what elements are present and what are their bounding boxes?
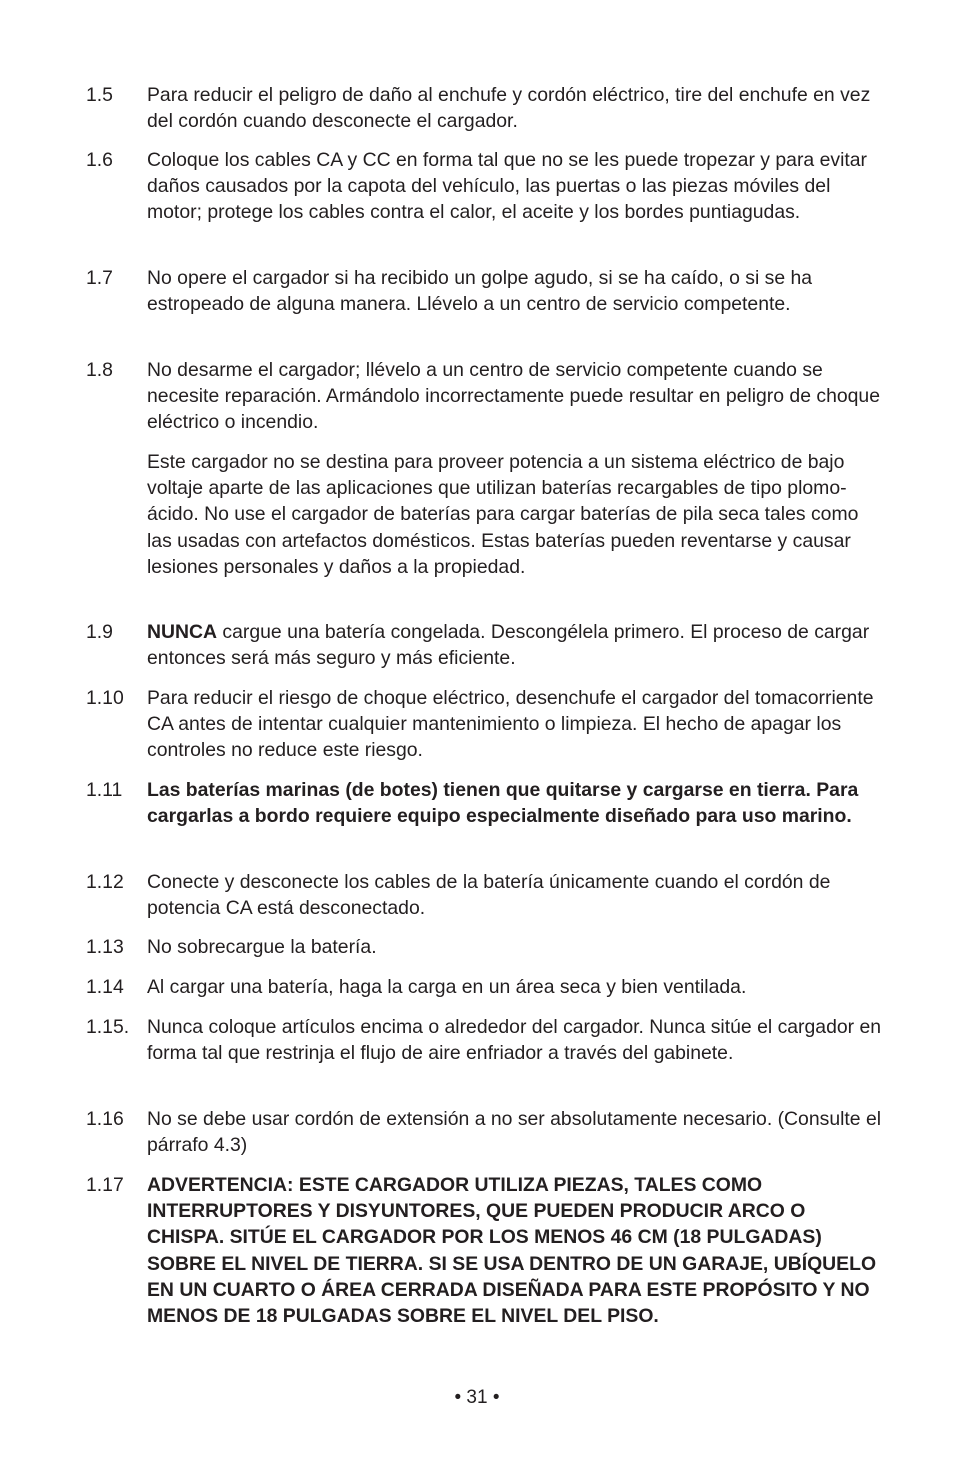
item-text: Coloque los cables CA y CC en forma tal que no se les puede tropezar y para evitar daños causados por la capota del vehículo, las puertas o las piezas móviles del motor; protege los cables contra el calor, el aceite y los bordes puntiagudas. xyxy=(147,149,867,224)
list-item-1-12 xyxy=(86,869,886,921)
list-item-1-17 xyxy=(86,1172,886,1329)
item-number: 1.14 xyxy=(86,976,124,998)
item-text: Para reducir el peligro de daño al enchufe y cordón eléctrico, tire del enchufe en vez del cordón cuando desconecte el cargador. xyxy=(147,84,871,133)
item-bold-text: NUNCA xyxy=(147,621,218,643)
item-number: 1.17 xyxy=(86,1174,124,1196)
item-bold-text: ADVERTENCIA: ESTE CARGADOR UTILIZA PIEZAS, TALES COMO INTERRUPTORES Y DISYUNTORES, QUE PUEDEN PRODUCIR ARCO O CHISPA. SITÚE EL CARGADOR POR LOS MENOS 46 CM (18 PULGADAS) SOBRE EL NIVEL DE TIERRA. SI SE USA DENTRO DE UN GARAJE, UBÍQUELO EN UN CUARTO O ÁREA CERRADA DISEÑADA PARA ESTE PROPÓSITO Y NO MENOS DE 18 PULGADAS SOBRE EL NIVEL DEL PISO. xyxy=(147,1174,877,1328)
list-item-1-6 xyxy=(86,147,886,226)
item-text: No opere el cargador si ha recibido un golpe agudo, si se ha caído, o si se ha estropeado de alguna manera. Llévelo a un centro de servicio competente. xyxy=(147,267,813,316)
item-number: 1.5 xyxy=(86,84,113,106)
list-item-1-16 xyxy=(86,1106,886,1158)
list-item-1-11 xyxy=(86,777,886,829)
list-item-1-13 xyxy=(86,934,886,960)
item-number: 1.8 xyxy=(86,359,113,381)
item-text xyxy=(147,619,886,671)
item-text: No desarme el cargador; llévelo a un centro de servicio competente cuando se necesite reparación. Armándolo incorrectamente puede resultar en peligro de choque eléctrico o incendio. xyxy=(147,359,880,434)
item-number: 1.11 xyxy=(86,779,123,801)
item-text: Al cargar una batería, haga la carga en un área seca y bien ventilada. xyxy=(147,976,747,998)
item-number: 1.16 xyxy=(86,1108,124,1130)
item-text: Nunca coloque artículos encima o alrededor del cargador. Nunca sitúe el cargador en forma tal que restrinja el flujo de aire enfriador a través del gabinete. xyxy=(147,1016,882,1065)
item-text: No sobrecargue la batería. xyxy=(147,936,377,958)
list-item-1-5 xyxy=(86,82,886,134)
list-item-1-10 xyxy=(86,685,886,764)
item-text: Conecte y desconecte los cables de la batería únicamente cuando el cordón de potencia CA está desconectado. xyxy=(147,871,831,920)
item-text: No se debe usar cordón de extensión a no ser absolutamente necesario. (Consulte el párrafo 4.3) xyxy=(147,1108,882,1157)
page-number: • 31 • xyxy=(454,1387,500,1408)
list-item-1-8 xyxy=(86,357,886,436)
item-regular-text: cargue una batería congelada. Descongélela primero. El proceso de cargar entonces será más seguro y más eficiente. xyxy=(147,621,870,670)
item-number: 1.7 xyxy=(86,267,113,289)
list-item-1-9 xyxy=(86,619,886,671)
item-number: 1.9 xyxy=(86,621,113,643)
item-text: Este cargador no se destina para proveer potencia a un sistema eléctrico de bajo voltaje aparte de las aplicaciones que utilizan baterías recargables de tipo plomo-ácido. No use el cargador de baterías para cargar baterías de pila seca tales como las usadas con artefactos domésticos. Estas baterías pueden reventarse y causar lesiones personales y daños a la propiedad. xyxy=(147,451,859,578)
item-number: 1.10 xyxy=(86,687,124,709)
item-number: 1.6 xyxy=(86,149,113,171)
item-number: 1.12 xyxy=(86,871,124,893)
item-bold-text: Las baterías marinas (de botes) tienen que quitarse y cargarse en tierra. Para cargarlas a bordo requiere equipo especialmente diseñado para uso marino. xyxy=(147,779,859,828)
list-item-1-8-paragraph xyxy=(86,449,886,580)
item-number: 1.13 xyxy=(86,936,124,958)
list-item-1-7 xyxy=(86,265,886,317)
item-text: Para reducir el riesgo de choque eléctrico, desenchufe el cargador del tomacorriente CA antes de intentar cualquier mantenimiento o limpieza. El hecho de apagar los controles no reduce este riesgo. xyxy=(147,687,874,762)
item-number: 1.15. xyxy=(86,1016,130,1038)
list-item-1-14 xyxy=(86,974,886,1000)
list-item-1-15 xyxy=(86,1014,886,1066)
